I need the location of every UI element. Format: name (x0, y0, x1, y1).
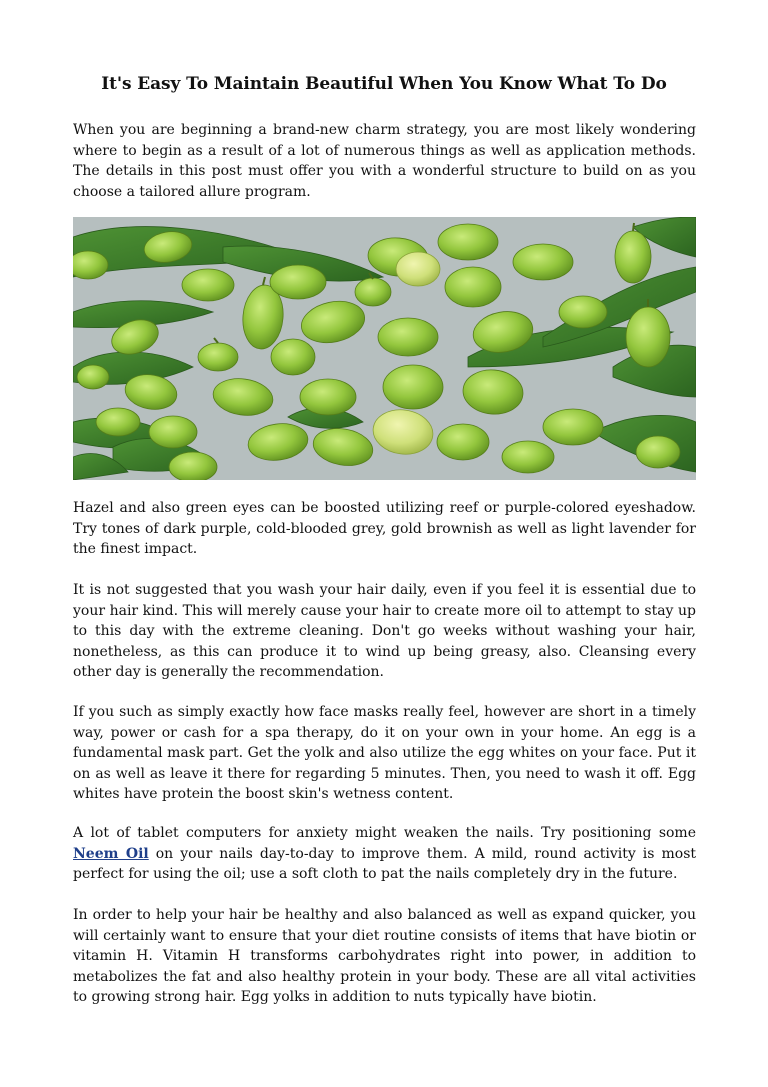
neem-oil-link[interactable]: Neem Oil (73, 845, 149, 862)
biotin-paragraph: In order to help your hair be healthy and also balanced as well as expand quicker, you will certainly want to ensure that your diet routine consists of items that have biotin or vitamin H. Vitamin H transforms carbohydrates right into power, in addition to metabolizes the fat and also healthy protein in your body. These are all vital activities to growing strong hair. Egg yolks in addition to nuts typically have biotin. (73, 907, 696, 1005)
face-mask-paragraph: If you such as simply exactly how face masks really feel, however are short in a timely way, power or cash for a spa therapy, do it on your own in your home. An egg is a fundamental mask part. Get the yolk and also utilize the egg whites on your face. Put it on as well as leave it there for regarding 5 minutes. Then, you need to wash it off. Egg whites have protein the boost skin's wetness content. (73, 704, 696, 802)
nails-text-before: A lot of tablet computers for anxiety might weaken the nails. Try positioning some (73, 825, 696, 841)
eyeshadow-paragraph: Hazel and also green eyes can be boosted utilizing reef or purple-colored eyeshadow. Try tones of dark purple, cold-blooded grey, gold brownish as well as light lavender for the finest impact. (73, 500, 696, 557)
nails-text-after: on your nails day-to-day to improve them. A mild, round activity is most perfect for using the oil; use a soft cloth to pat the nails completely dry in the future. (73, 845, 697, 882)
nails-paragraph (73, 823, 696, 885)
page-title: It's Easy To Maintain Beautiful When You Know What To Do (101, 74, 667, 94)
intro-paragraph: When you are beginning a brand-new charm strategy, you are most likely wondering where to begin as a result of a lot of numerous things as well as application methods. The details in this post must offer you with a wonderful structure to build on as you choose a tailored allure program. (73, 122, 696, 200)
hair-washing-paragraph: It is not suggested that you wash your hair daily, even if you feel it is essential due to your hair kind. This will merely cause your hair to create more oil to attempt to stay up to this day with the extreme cleaning. Don't go weeks without washing your hair, nonetheless, as this can produce it to wind up being greasy, also. Cleansing every other day is generally the recommendation. (73, 582, 696, 680)
neem-fruit-photo (73, 217, 696, 480)
